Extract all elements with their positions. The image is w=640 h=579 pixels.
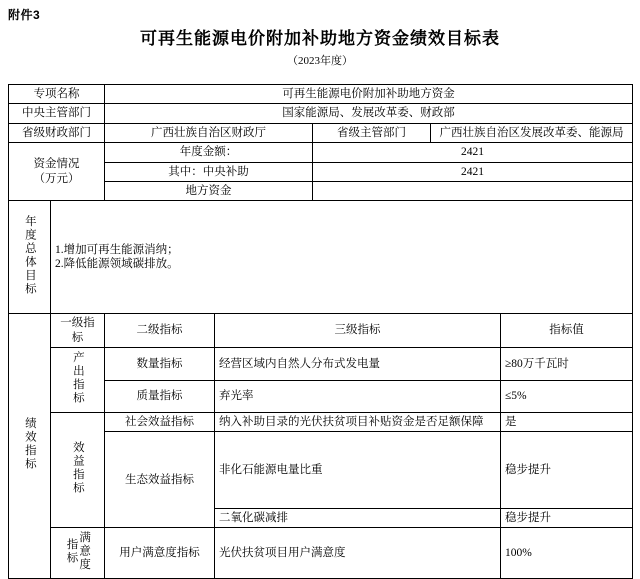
table-row-overall-goal: [9, 201, 633, 314]
indicator-level1-satisfaction-text: 满意度指标: [65, 530, 91, 572]
indicator-level1-benefit: [51, 413, 105, 528]
funding-label: [9, 143, 105, 201]
indicator-value: 是: [501, 413, 633, 432]
indicator-level1-satisfaction: [51, 528, 105, 579]
indicator-level3: 经营区域内自然人分布式发电量: [215, 348, 501, 381]
annual-amount-value: 2421: [313, 143, 633, 162]
page-subtitle: （2023年度）: [287, 55, 353, 67]
indicator-level3: 二氧化碳减排: [215, 508, 501, 527]
indicator-value: 稳步提升: [501, 508, 633, 527]
overall-goal-content: [51, 201, 633, 314]
perf-indicator-label: [9, 314, 51, 579]
indicator-header-level2: 二级指标: [105, 314, 215, 348]
local-funds-value: [313, 181, 633, 200]
table-row: [9, 413, 633, 432]
indicator-value: ≤5%: [501, 380, 633, 413]
project-name-value: 可再生能源电价附加补助地方资金: [105, 85, 633, 104]
indicator-value: 100%: [501, 528, 633, 579]
indicator-level3: 纳入补助目录的光伏扶贫项目补贴资金是否足额保障: [215, 413, 501, 432]
overall-goal-label: [9, 201, 51, 314]
indicator-level2: 社会效益指标: [105, 413, 215, 432]
table-row: [9, 528, 633, 579]
funding-label-line1: 资金情况: [33, 158, 80, 171]
indicator-level2: 质量指标: [105, 380, 215, 413]
perf-indicator-label-text: 绩效指标: [23, 417, 36, 472]
table-row-annual-amount: [9, 143, 633, 162]
table-row-provincial-dept: [9, 123, 633, 142]
indicator-level3: 弃光率: [215, 380, 501, 413]
central-dept-label: 中央主管部门: [9, 104, 105, 123]
indicator-level1-benefit-text: 效益指标: [71, 440, 84, 495]
indicator-value: 稳步提升: [501, 432, 633, 508]
provincial-dept-value: 广西壮族自治区发展改革委、能源局: [431, 123, 633, 142]
annual-amount-label: 年度金额：: [105, 143, 313, 162]
indicator-level1-output-text: 产出指标: [71, 350, 84, 405]
table-row-indicator-header: [9, 314, 633, 348]
indicator-level2: 数量指标: [105, 348, 215, 381]
overall-goal-line-2: 2.降低能源领域碳排放。: [55, 258, 179, 271]
provincial-finance-label: 省级财政部门: [9, 123, 105, 142]
central-subsidy-label: 其中：中央补助: [105, 162, 313, 181]
project-name-label: 专项名称: [9, 85, 105, 104]
table-row: [9, 348, 633, 381]
provincial-dept-label: 省级主管部门: [313, 123, 431, 142]
page-title: 可再生能源电价附加补助地方资金绩效目标表: [140, 29, 500, 48]
indicator-header-level3: 三级指标: [215, 314, 501, 348]
performance-goal-table: [8, 84, 633, 579]
local-funds-label: 地方资金: [105, 181, 313, 200]
indicator-level2: 生态效益指标: [105, 432, 215, 528]
indicator-level1-output: [51, 348, 105, 413]
central-subsidy-value: 2421: [313, 162, 633, 181]
indicator-header-value: 指标值: [501, 314, 633, 348]
indicator-level3: 非化石能源电量比重: [215, 432, 501, 508]
indicator-header-level1: 一级指标: [51, 314, 105, 348]
attachment-label: 附件3: [8, 8, 41, 22]
indicator-level2: 用户满意度指标: [105, 528, 215, 579]
indicator-level3: 光伏扶贫项目用户满意度: [215, 528, 501, 579]
indicator-value: ≥80万千瓦时: [501, 348, 633, 381]
table-row-project-name: [9, 85, 633, 104]
overall-goal-label-text: 年度总体目标: [23, 214, 36, 296]
table-row-central-dept: [9, 104, 633, 123]
provincial-finance-value: 广西壮族自治区财政厅: [105, 123, 313, 142]
central-dept-value: 国家能源局、发展改革委、财政部: [105, 104, 633, 123]
overall-goal-line-1: 1.增加可再生能源消纳；: [55, 243, 179, 256]
funding-label-line2: （万元）: [33, 172, 80, 185]
